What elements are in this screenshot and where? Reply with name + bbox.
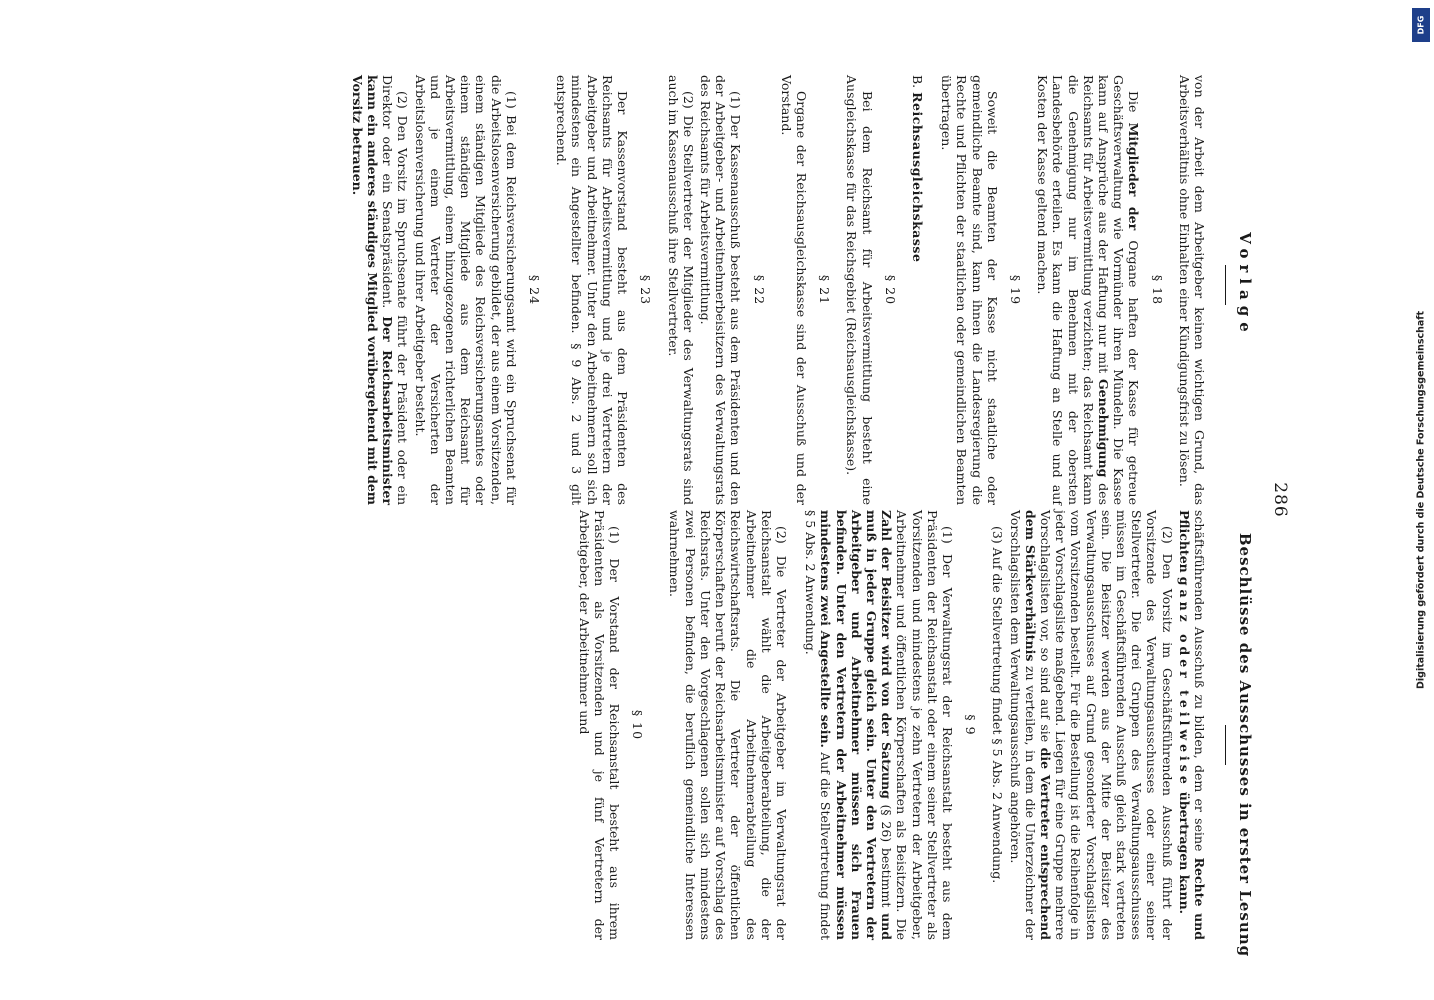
section-heading: § 22 [751, 274, 767, 306]
right-header-rule [1225, 725, 1226, 765]
paragraph [803, 510, 955, 940]
dfg-logo-text: DFG [1416, 15, 1426, 35]
bold-run: Der Reichsarbeitsminister kann ein anderes ständiges Mitglied vorübergehend mit dem Vorsitz betrauen. [349, 75, 396, 506]
section-heading: § 20 [882, 274, 898, 306]
section-heading: § 18 [1149, 274, 1165, 306]
paragraph: Der Kassenvorstand besteht aus dem Präsidenten des Reichsamts für Arbeitsvermittlung und je drei Vertretern der Arbeitgeber und Arbeitnehmer. Unter den Arbeitnehmern soll sich mindestens ein Angestellter befinden. § 9 Abs. 2 und 3 gilt entsprechend. [554, 75, 631, 505]
section-heading: § 21 [817, 274, 833, 306]
text-run: (1) Der Verwaltungsrat der Reichsanstalt besteht aus dem Präsidenten der Reichsanstalt oder einem seiner Stellvertreter als Vorsitzenden und mindestens je zehn Vertretern der Arbeitgeber, Arbeitnehmer und öffentlichen Körperschaften als Beisitzern. Die [894, 510, 955, 940]
bold-run: Mitglieder der [1126, 122, 1142, 231]
bold-run: und muß in jeder Gruppe gleich sein. Unter den Vertretern der Arbeitgeber und Arbeitnehmer müssen sich Frauen befinden. Unter den Vertretern der Arbeitnehmer müssen mindestens zwei Angestellte sein. [818, 510, 895, 940]
left-column [348, 75, 1207, 505]
spaced-run: ganz oder teilweise [1176, 576, 1192, 788]
section-heading: § 9 [963, 714, 979, 736]
paragraph: Bei dem Reichsamt für Arbeitsvermittlung besteht eine Ausgleichskasse für das Reichsgebiet (Reichsausgleichskasse). [844, 75, 875, 505]
text-run: (2) Den Vorsitz im Spruchsenate führt der Präsident oder ein Direktor oder ein Senatspräsident. [380, 75, 411, 505]
paragraph: Soweit die Beamten der Kasse nicht staatliche oder gemeindliche Beamte sind, kann ihnen die Landesregierung die Rechte und Pflichten der staatlichen oder gemeindlichen Beamten übertragen. [939, 75, 1000, 505]
bold-run: Genehmigung [1095, 378, 1111, 478]
left-column-header: Vorlage [1236, 232, 1254, 338]
section-heading: § 24 [527, 274, 543, 306]
text-run: Auf die Stellvertretung findet § 5 Abs. 2 Anwendung. [803, 510, 834, 940]
text-run: Die [1126, 91, 1142, 123]
paragraph [350, 75, 411, 505]
section-heading: § 23 [638, 274, 654, 306]
paragraph [1177, 510, 1207, 940]
paragraph: (1) Der Vorstand der Reichsanstalt besteht aus ihrem Präsidenten als Vorsitzenden und je fünf Vertretern der Arbeitgeber, der Arbeitnehmer und [576, 510, 623, 940]
text-run: des Reichsamts für Arbeitsvermittlung verzichten; das Reichsamt kann die Genehmigung nur im Benehmen mit der obersten Landesbehörde erteilen. Es kann die Haftung an Stelle und auf Kosten der Kasse geltend machen. [1035, 75, 1111, 505]
rotated-page [72, 0, 1362, 1000]
left-header-rule [1225, 265, 1226, 305]
text-run: zu verteilen, in dem die Unterzeichner der Vorschlagslisten dem Verwaltungsausschuß angehören. [1007, 510, 1038, 940]
paragraph: Organe der Reichsausgleichskasse sind der Ausschuß und der Vorstand. [778, 75, 809, 505]
bold-run: die Vertreter entsprechend dem Stärkeverhältnis [1022, 510, 1053, 940]
paragraph [1035, 75, 1141, 505]
part-label: B. [909, 75, 925, 93]
right-column [574, 510, 1207, 940]
text-run: schäftsführenden Ausschuß zu bilden, dem er seine [1192, 510, 1207, 858]
paragraph: (2) Die Stellvertreter der Mitglieder des Verwaltungsrats sind auch im Kassenausschuß ihre Stellvertreter. [665, 75, 696, 505]
part-title: Reichsausgleichskasse [909, 92, 925, 263]
digitization-note: Digitalisierung gefördert durch die Deutsche Forschungsgemeinschaft [1415, 311, 1427, 689]
right-column-header: Beschlüsse des Ausschusses in erster Lesung [1236, 532, 1254, 958]
dfg-logo [1412, 8, 1430, 42]
text-run: (2) Den Vorsitz im Geschäftsführenden Ausschuß führt der Vorsitzende des Verwaltungsausschusses oder einer seiner Stellvertreter. Die drei Gruppen des Verwaltungsausschusses müssen im Geschäftsführenden Ausschuß gleich stark vertreten sein. Die Beisitzer werden aus der Mitte der Beisitzer des Verwaltungsausschusses auf Grund gesonderter Vorschlagslisten vom Vorsitzenden bestellt. Für die Bestellung ist die Reihenfolge in jeder Vorschlagsliste maßgebend. Liegen für eine Gruppe mehrere Vorschlagslisten vor, so sind auf sie [1037, 510, 1175, 940]
bold-run: Zahl der Beisitzer wird von der Satzung [879, 510, 895, 799]
paragraph: (1) Bei dem Reichsversicherungsamt wird ein Spruchsenat für die Arbeitslosenversicherung gebildet, der aus einem Vorsitzenden, einem ständigen Mitgliede des Reichsversicherungsamtes oder einem ständigen Mitgliede aus dem Reichsamt für Arbeitsvermittlung, einem hinzugezogenen richterlichen Beamten und je einem Vertreter der Versicherten der Arbeitslosenversicherung und ihrer Arbeitgeber besteht. [412, 75, 519, 505]
bold-run: übertragen kann. [1176, 791, 1192, 915]
bold-run: Rechte und Pflichten [1176, 510, 1207, 940]
part-heading [910, 75, 925, 505]
paragraph: von der Arbeit dem Arbeitgeber keinen wichtigen Grund, das Arbeitsverhältnis ohne Einhalten einer Kündigungsfrist zu lösen. [1176, 75, 1207, 505]
text-run: Organe haften der Kasse für getreue Geschäftsverwaltung wie Vormünder ihren Mündeln. Die Kasse kann auf Ansprüche aus der Haftung nur mit [1095, 75, 1142, 506]
section-heading: § 19 [1007, 274, 1023, 306]
text-run: (§ 26) bestimmt [879, 798, 895, 914]
section-heading: § 10 [630, 709, 646, 741]
digitization-stamp [1408, 0, 1434, 1000]
page-number: 286 [1270, 482, 1290, 518]
paragraph: (3) Auf die Stellvertretung findet § 5 Abs. 2 Anwendung. [990, 526, 1006, 884]
paragraph: (1) Der Kassenausschuß besteht aus dem Präsidenten und den der Arbeitgeber- und Arbeitnehmerbeisitzern des Verwaltungsrats des Reichsamts für Arbeitsvermittlung. [697, 75, 744, 505]
paragraph [1007, 510, 1174, 940]
paragraph: (2) Die Vertreter der Arbeitgeber im Verwaltungsrat der Reichsanstalt wählt die Arbeitgeberabteilung, die der Arbeitnehmer die Arbeitnehmerabteilung des Reichswirtschaftsrats. Die Vertreter der öffentlichen Körperschaften beruft der Reichsarbeitsminister auf Vorschlag des Reichsrats. Unter den Vorgeschlagenen sollen sich mindestens zwei Personen befinden, die beruflich gemeindliche Interessen wahrnehmen. [667, 510, 789, 940]
